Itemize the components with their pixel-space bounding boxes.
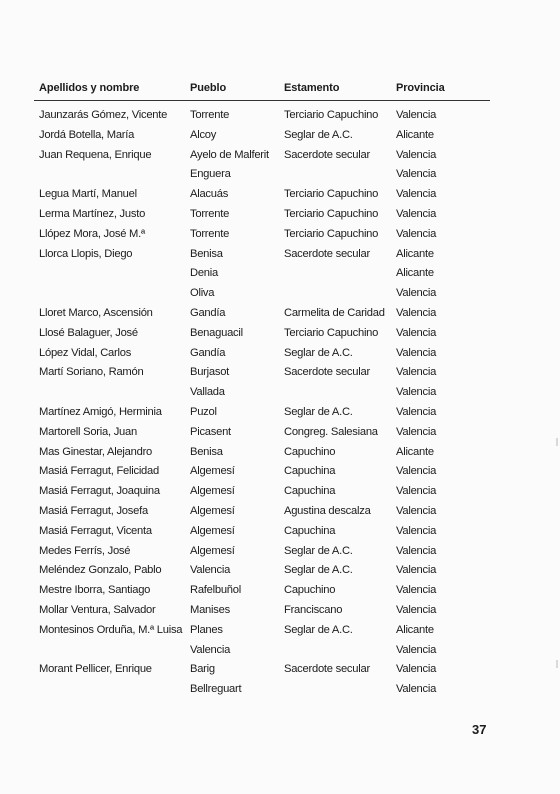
row-estate: Terciario Capuchino (284, 227, 379, 240)
row-town: Gandía (190, 306, 226, 319)
table-row (0, 363, 560, 383)
row-town: Algemesí (190, 504, 235, 517)
row-province: Valencia (396, 346, 437, 359)
row-town: Manises (190, 603, 230, 616)
row-estate: Seglar de A.C. (284, 128, 353, 141)
row-province: Valencia (396, 663, 437, 676)
row-town: Barig (190, 663, 215, 676)
row-estate: Capuchina (284, 465, 336, 478)
row-estate: Carmelita de Caridad (284, 306, 385, 319)
row-estate: Seglar de A.C. (284, 405, 353, 418)
row-name: Masiá Ferragut, Josefa (39, 504, 148, 517)
row-province: Valencia (396, 287, 437, 300)
table-row (0, 502, 560, 522)
row-town: Gandía (190, 346, 226, 359)
row-province: Valencia (396, 405, 437, 418)
row-town: Algemesí (190, 544, 235, 557)
table-row (0, 423, 560, 443)
row-town: Alcoy (190, 128, 217, 141)
row-name: Mollar Ventura, Salvador (39, 603, 156, 616)
row-name: Llorca Llopis, Diego (39, 247, 133, 260)
scan-mark (556, 660, 558, 668)
row-town: Algemesí (190, 485, 235, 498)
table-row (0, 185, 560, 205)
row-province: Alicante (396, 267, 434, 280)
row-town: Oliva (190, 287, 215, 300)
row-name: Martorell Soria, Juan (39, 425, 137, 438)
row-name: Masiá Ferragut, Vicenta (39, 524, 152, 537)
header-name: Apellidos y nombre (39, 82, 140, 94)
row-name: Mas Ginestar, Alejandro (39, 445, 153, 458)
row-province: Valencia (396, 109, 437, 121)
row-name: Martínez Amigó, Herminia (39, 405, 162, 418)
row-town: Algemesí (190, 465, 235, 478)
row-estate: Terciario Capuchino (284, 188, 379, 201)
row-estate: Sacerdote secular (284, 663, 370, 676)
row-name: Mestre Iborra, Santiago (39, 584, 151, 597)
row-town: Valencia (190, 643, 231, 656)
row-province: Alicante (396, 128, 434, 141)
row-town: Benisa (190, 445, 223, 458)
row-estate: Sacerdote secular (284, 247, 370, 260)
table-row (0, 581, 560, 601)
table-row (0, 383, 560, 403)
row-estate: Franciscano (284, 603, 343, 616)
row-town: Ayelo de Malferit (190, 148, 269, 161)
table-row (0, 601, 560, 621)
row-estate: Congreg. Salesiana (284, 425, 378, 438)
row-estate: Capuchino (284, 445, 336, 458)
row-name: Lloret Marco, Ascensión (39, 306, 153, 319)
table-row (0, 542, 560, 562)
table-row (0, 344, 560, 364)
table-row (0, 165, 560, 185)
row-town: Torrente (190, 227, 230, 240)
row-province: Valencia (396, 485, 437, 498)
row-town: Bellreguart (190, 683, 242, 696)
row-name: Llópez Mora, José M.ª (39, 227, 145, 240)
row-estate: Terciario Capuchino (284, 109, 379, 121)
table-row (0, 561, 560, 581)
table-row (0, 482, 560, 502)
row-estate: Sacerdote secular (284, 366, 370, 379)
row-name: Meléndez Gonzalo, Pablo (39, 564, 162, 577)
row-estate: Sacerdote secular (284, 148, 370, 161)
row-estate: Capuchino (284, 584, 336, 597)
row-estate: Seglar de A.C. (284, 346, 353, 359)
row-town: Torrente (190, 207, 230, 220)
row-province: Valencia (396, 603, 437, 616)
row-name: Masiá Ferragut, Joaquina (39, 485, 160, 498)
table-row (0, 324, 560, 344)
row-town: Denia (190, 267, 218, 280)
row-province: Alicante (396, 247, 434, 260)
row-province: Valencia (396, 425, 437, 438)
table-row (0, 304, 560, 324)
row-name: Legua Martí, Manuel (39, 188, 137, 201)
row-name: Jordá Botella, María (39, 128, 135, 141)
row-estate: Terciario Capuchino (284, 207, 379, 220)
row-estate: Terciario Capuchino (284, 326, 379, 339)
row-estate: Seglar de A.C. (284, 544, 353, 557)
row-province: Valencia (396, 524, 437, 537)
table-row (0, 641, 560, 661)
table-row (0, 126, 560, 146)
row-name: Martí Soriano, Ramón (39, 366, 144, 379)
row-province: Valencia (396, 504, 437, 517)
row-province: Valencia (396, 584, 437, 597)
row-province: Alicante (396, 445, 434, 458)
row-town: Benaguacil (190, 326, 243, 339)
table-body (0, 106, 560, 700)
row-town: Algemesí (190, 524, 235, 537)
row-province: Valencia (396, 168, 437, 181)
table-row (0, 522, 560, 542)
row-name: Juan Requena, Enrique (39, 148, 152, 161)
table-row (0, 245, 560, 265)
row-name: Medes Ferrís, José (39, 544, 131, 557)
table-row (0, 660, 560, 680)
row-town: Enguera (190, 168, 231, 181)
row-town: Vallada (190, 386, 225, 399)
row-town: Alacuás (190, 188, 229, 201)
row-town: Rafelbuñol (190, 584, 241, 597)
row-province: Valencia (396, 207, 437, 220)
header-province: Provincia (396, 82, 445, 94)
row-province: Valencia (396, 227, 437, 240)
row-province: Valencia (396, 386, 437, 399)
row-province: Valencia (396, 366, 437, 379)
row-name: Lerma Martínez, Justo (39, 207, 146, 220)
row-estate: Capuchina (284, 524, 336, 537)
row-estate: Seglar de A.C. (284, 623, 353, 636)
table-row (0, 225, 560, 245)
scan-mark (556, 438, 558, 446)
table-row (0, 621, 560, 641)
table-row (0, 106, 560, 126)
row-town: Picasent (190, 425, 231, 438)
row-name: Morant Pellicer, Enrique (39, 663, 152, 676)
row-town: Puzol (190, 405, 217, 418)
row-province: Valencia (396, 326, 437, 339)
table-row (0, 146, 560, 166)
table-header (34, 80, 490, 101)
row-province: Valencia (396, 148, 437, 161)
row-estate: Seglar de A.C. (284, 564, 353, 577)
table-row (0, 462, 560, 482)
row-province: Valencia (396, 643, 437, 656)
row-town: Planes (190, 623, 223, 636)
row-town: Benisa (190, 247, 223, 260)
row-province: Valencia (396, 544, 437, 557)
row-estate: Capuchina (284, 485, 336, 498)
table-row (0, 284, 560, 304)
row-town: Valencia (190, 564, 231, 577)
header-estate: Estamento (284, 82, 340, 94)
row-province: Valencia (396, 306, 437, 319)
row-name: Llosé Balaguer, José (39, 326, 138, 339)
row-name: López Vidal, Carlos (39, 346, 132, 359)
row-province: Alicante (396, 623, 434, 636)
row-province: Valencia (396, 683, 437, 696)
table-row (0, 205, 560, 225)
table-row (0, 403, 560, 423)
row-province: Valencia (396, 564, 437, 577)
row-estate: Agustina descalza (284, 504, 371, 517)
row-province: Valencia (396, 188, 437, 201)
row-name: Montesinos Orduña, M.ª Luisa (39, 623, 183, 636)
header-town: Pueblo (190, 82, 227, 94)
row-name: Jaunzarás Gómez, Vicente (39, 109, 168, 121)
table-row (0, 264, 560, 284)
row-name: Masiá Ferragut, Felicidad (39, 465, 159, 478)
table-row (0, 443, 560, 463)
table-row (0, 680, 560, 700)
row-town: Burjasot (190, 366, 230, 379)
page-number: 37 (472, 722, 487, 737)
row-town: Torrente (190, 109, 230, 121)
row-province: Valencia (396, 465, 437, 478)
